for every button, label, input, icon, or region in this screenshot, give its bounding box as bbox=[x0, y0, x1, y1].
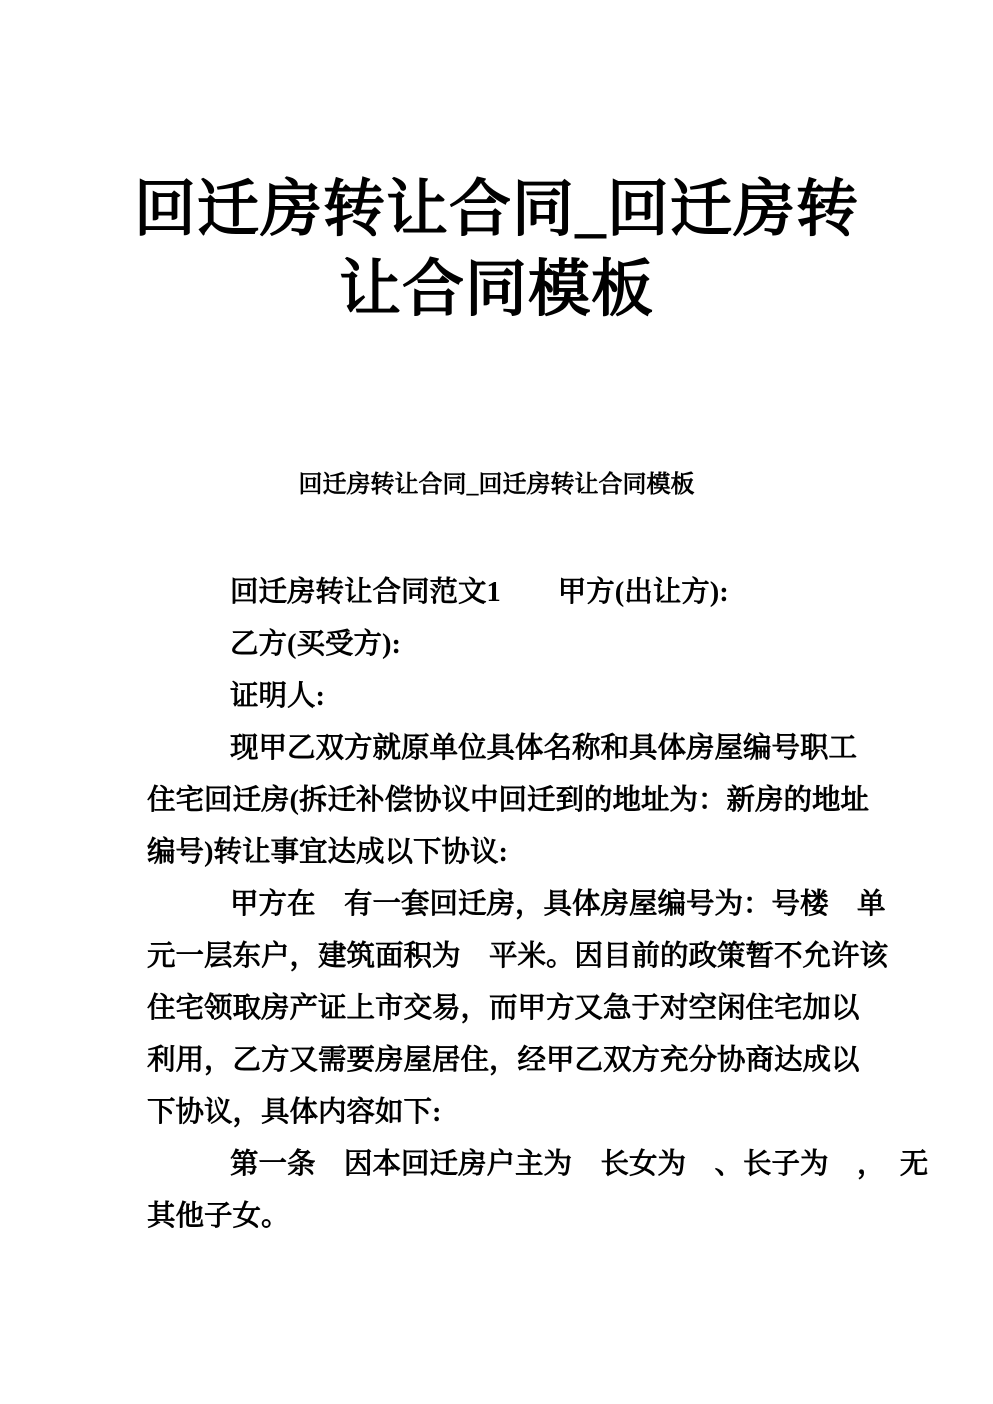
document-body bbox=[147, 567, 929, 1243]
document-subtitle: 回迁房转让合同_回迁房转让合同模板 bbox=[298, 472, 695, 498]
body-line: 证明人: bbox=[230, 681, 325, 712]
document-title bbox=[0, 170, 993, 330]
body-line: 编号)转让事宜达成以下协议: bbox=[147, 837, 508, 868]
body-line: 元一层东户，建筑面积为 平米。因目前的政策暂不允许该 bbox=[147, 941, 889, 972]
body-line: 现甲乙双方就原单位具体名称和具体房屋编号职工 bbox=[230, 733, 858, 764]
body-line: 其他子女。 bbox=[147, 1201, 290, 1232]
body-line: 第一条 因本回迁房户主为 长女为 、长子为 ， 无 bbox=[230, 1149, 929, 1180]
body-line: 下协议，具体内容如下: bbox=[147, 1097, 442, 1128]
document-title-line-1: 回迁房转让合同_回迁房转 bbox=[133, 176, 859, 244]
body-line: 利用，乙方又需要房屋居住，经甲乙双方充分协商达成以 bbox=[147, 1045, 860, 1076]
body-line: 回迁房转让合同范文1 甲方(出让方): bbox=[230, 577, 729, 608]
body-line: 甲方在 有一套回迁房，具体房屋编号为：号楼 单 bbox=[230, 889, 886, 920]
body-line: 住宅回迁房(拆迁补偿协议中回迁到的地址为：新房的地址 bbox=[147, 785, 869, 816]
body-line: 乙方(买受方): bbox=[230, 629, 401, 660]
document-title-line-2: 让合同模板 bbox=[338, 256, 654, 324]
body-line: 住宅领取房产证上市交易，而甲方又急于对空闲住宅加以 bbox=[147, 993, 860, 1024]
